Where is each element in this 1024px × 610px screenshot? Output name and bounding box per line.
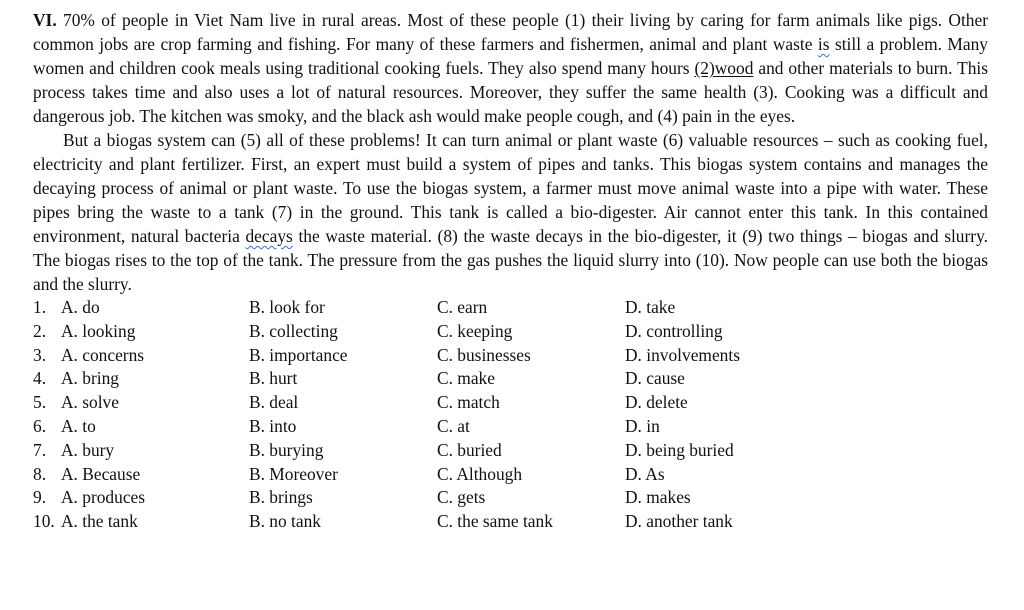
question-row [33,391,988,415]
option-b: B. brings [249,487,313,508]
option-b: B. look for [249,297,325,317]
option-c: C. buried [437,439,502,460]
option-a: A. do [61,297,100,317]
option-a: A. produces [61,487,146,508]
option-a: A. bury [61,439,115,460]
reading-passage [33,8,988,296]
option-c: C. the same tank [437,511,553,532]
option-a: A. concerns [61,344,145,365]
paragraph-2-text-a: But a biogas system can (5) all of these problems! It can turn animal or plant waste (6) valuable resources – such as cooking fuel, electricity and plant fertilizer. First, an expert must build a system of pipes and tanks. This biogas system contains and manages the decaying process of animal or plant waste. To use the biogas system, a farmer must move animal waste into a pipe with water. These pipes bring the waste to a tank (7) in the ground. This tank is called a bio-digester. Air cannot enter this tank. In this contained environment, natural bacteria [33,130,988,246]
option-c: C. gets [437,487,486,508]
question-number: 3. [33,344,47,365]
option-c: C. at [437,415,470,436]
option-d: D. As [625,463,665,484]
option-d: D. cause [625,368,685,389]
question-row [33,296,988,320]
exercise-heading: VI. [33,10,57,30]
paragraph-1-text-a: 70% of people in Viet Nam live in rural areas. Most of these people (1) their living by caring for farm animals like pigs. Other common jobs are crop farming and fishing. For many of these farmers and fishermen, animal and plant waste [33,10,988,54]
option-b: B. hurt [249,368,298,389]
paragraph-2 [33,128,988,296]
answer-options-table [33,296,988,534]
option-a: A. the tank [61,511,138,532]
marked-word-is: is [817,34,830,54]
option-b: B. importance [249,344,348,365]
question-row [33,415,988,439]
option-a: A. to [61,415,96,436]
option-a: A. Because [61,463,141,484]
option-a: A. bring [61,368,119,389]
option-b: B. burying [249,439,324,460]
option-d: D. controlling [625,320,723,341]
option-c: C. earn [437,297,488,317]
marked-word-wood: (2)wood [694,58,754,78]
option-c: C. businesses [437,344,531,365]
question-row [33,510,988,534]
question-row [33,463,988,487]
option-d: D. another tank [625,511,733,532]
paragraph-1 [33,8,988,128]
question-number: 2. [33,320,47,341]
marked-word-decays: decays [245,226,293,246]
question-number: 1. [33,297,47,317]
question-number: 9. [33,487,47,508]
question-number: 7. [33,439,47,460]
question-row [33,320,988,344]
question-row [33,486,988,510]
option-b: B. collecting [249,320,338,341]
option-d: D. in [625,415,660,436]
question-number: 5. [33,392,47,413]
question-row [33,367,988,391]
paragraph-1-text-b: still a problem. Many women and children cook meals using traditional cooking fuels. They also spend many hours [33,34,988,78]
paragraph-2-text-b: the waste material. (8) the waste decays in the bio-digester, it (9) two things – biogas and slurry. The biogas rises to the top of the tank. The pressure from the gas pushes the liquid slurry into (10). Now people can use both the biogas and the slurry. [33,226,988,294]
option-b: B. Moreover [249,463,338,484]
option-d: D. take [625,297,676,317]
question-number: 10. [33,511,55,532]
option-c: C. Although [437,463,523,484]
question-number: 4. [33,368,47,389]
option-a: A. solve [61,392,119,413]
option-b: B. deal [249,392,299,413]
option-c: C. keeping [437,320,513,341]
option-b: B. no tank [249,511,321,532]
option-d: D. involvements [625,344,740,365]
paragraph-1-text-c: and other materials to burn. This process takes time and also uses a lot of natural resources. Moreover, they suffer the same health (3). Cooking was a difficult and dangerous job. The kitchen was smoky, and the black ash would make people cough, and (4) pain in the eyes. [33,58,988,126]
option-a: A. looking [61,320,136,341]
option-c: C. make [437,368,495,389]
option-d: D. delete [625,392,688,413]
question-row [33,439,988,463]
option-b: B. into [249,415,297,436]
question-number: 6. [33,415,47,436]
option-d: D. being buried [625,439,734,460]
question-number: 8. [33,463,47,484]
question-row [33,344,988,368]
option-c: C. match [437,392,500,413]
option-d: D. makes [625,487,691,508]
